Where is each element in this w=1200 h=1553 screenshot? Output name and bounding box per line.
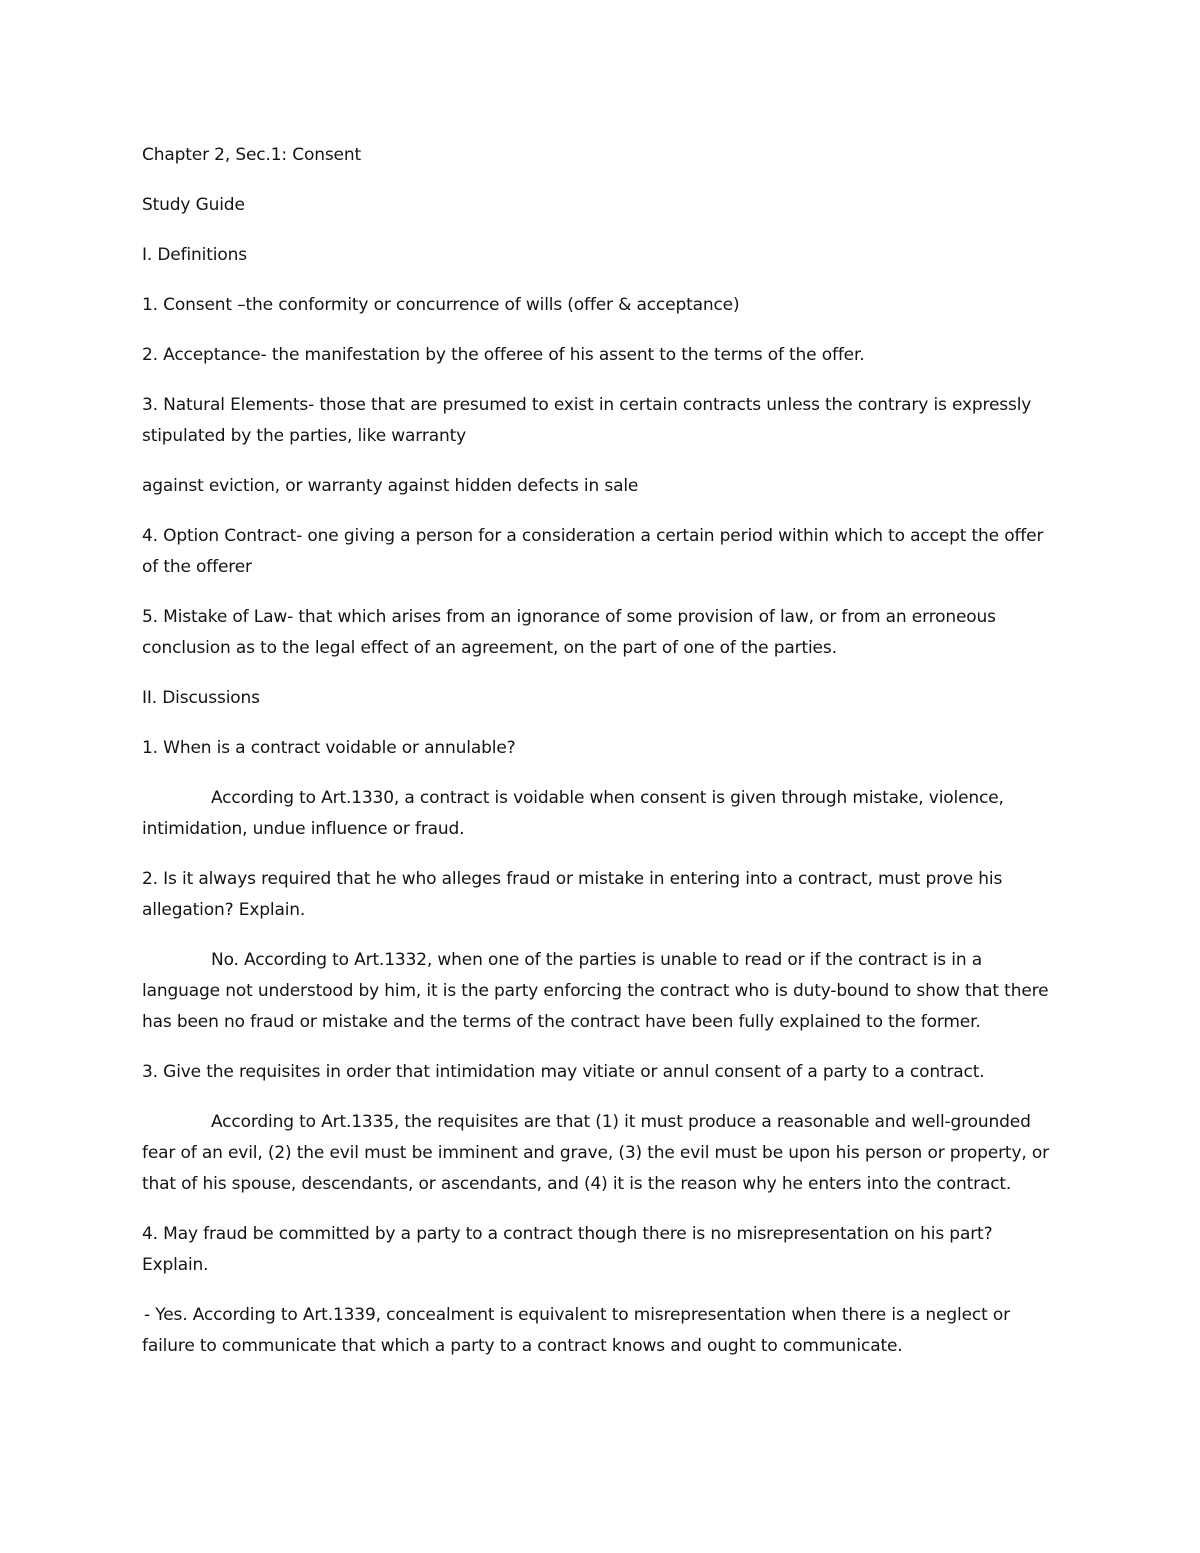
document-body xyxy=(142,140,1062,1381)
discussion-question-4: 4. May fraud be committed by a party to a contract though there is no misrepresentation on his part? Explain. xyxy=(142,1224,993,1275)
discussion-question-2: 2. Is it always required that he who alleges fraud or mistake in entering into a contract, must prove his allegation? Explain. xyxy=(142,869,1003,920)
definition-acceptance: 2. Acceptance- the manifestation by the offeree of his assent to the terms of the offer. xyxy=(142,345,865,365)
discussion-answer-1: According to Art.1330, a contract is voidable when consent is given through mistake, violence, intimidation, undue influence or fraud. xyxy=(142,788,1004,839)
section-heading-discussions: II. Discussions xyxy=(142,688,260,708)
definition-mistake-of-law: 5. Mistake of Law- that which arises from an ignorance of some provision of law, or from an erroneous conclusion as to the legal effect of an agreement, on the part of one of the parties. xyxy=(142,607,996,658)
definition-option-contract: 4. Option Contract- one giving a person for a consideration a certain period within which to accept the offer of the offerer xyxy=(142,526,1044,577)
document-title: Chapter 2, Sec.1: Consent xyxy=(142,145,361,165)
definition-natural-elements: 3. Natural Elements- those that are presumed to exist in certain contracts unless the contrary is expressly stipulated by the parties, like warranty xyxy=(142,395,1032,446)
discussion-answer-3: According to Art.1335, the requisites are that (1) it must produce a reasonable and well-grounded fear of an evil, (2) the evil must be imminent and grave, (3) the evil must be upon his person or property, or that of his spouse, descendants, or ascendants, and (4) it is the reason why he enters into the contract. xyxy=(142,1112,1049,1194)
definition-consent: 1. Consent –the conformity or concurrence of wills (offer & acceptance) xyxy=(142,295,740,315)
section-heading-definitions: I. Definitions xyxy=(142,245,247,265)
definition-natural-elements-continued: against eviction, or warranty against hidden defects in sale xyxy=(142,476,639,496)
discussion-answer-4: - Yes. According to Art.1339, concealment is equivalent to misrepresentation when there is a neglect or failure to communicate that which a party to a contract knows and ought to communicate. xyxy=(142,1305,1010,1356)
discussion-question-3: 3. Give the requisites in order that intimidation may vitiate or annul consent of a party to a contract. xyxy=(142,1062,985,1082)
discussion-answer-2: No. According to Art.1332, when one of the parties is unable to read or if the contract is in a language not understood by him, it is the party enforcing the contract who is duty-bound to show that there has been no fraud or mistake and the terms of the contract have been fully explained to the former. xyxy=(142,950,1049,1032)
document-subtitle: Study Guide xyxy=(142,195,245,215)
discussion-question-1: 1. When is a contract voidable or annulable? xyxy=(142,738,516,758)
